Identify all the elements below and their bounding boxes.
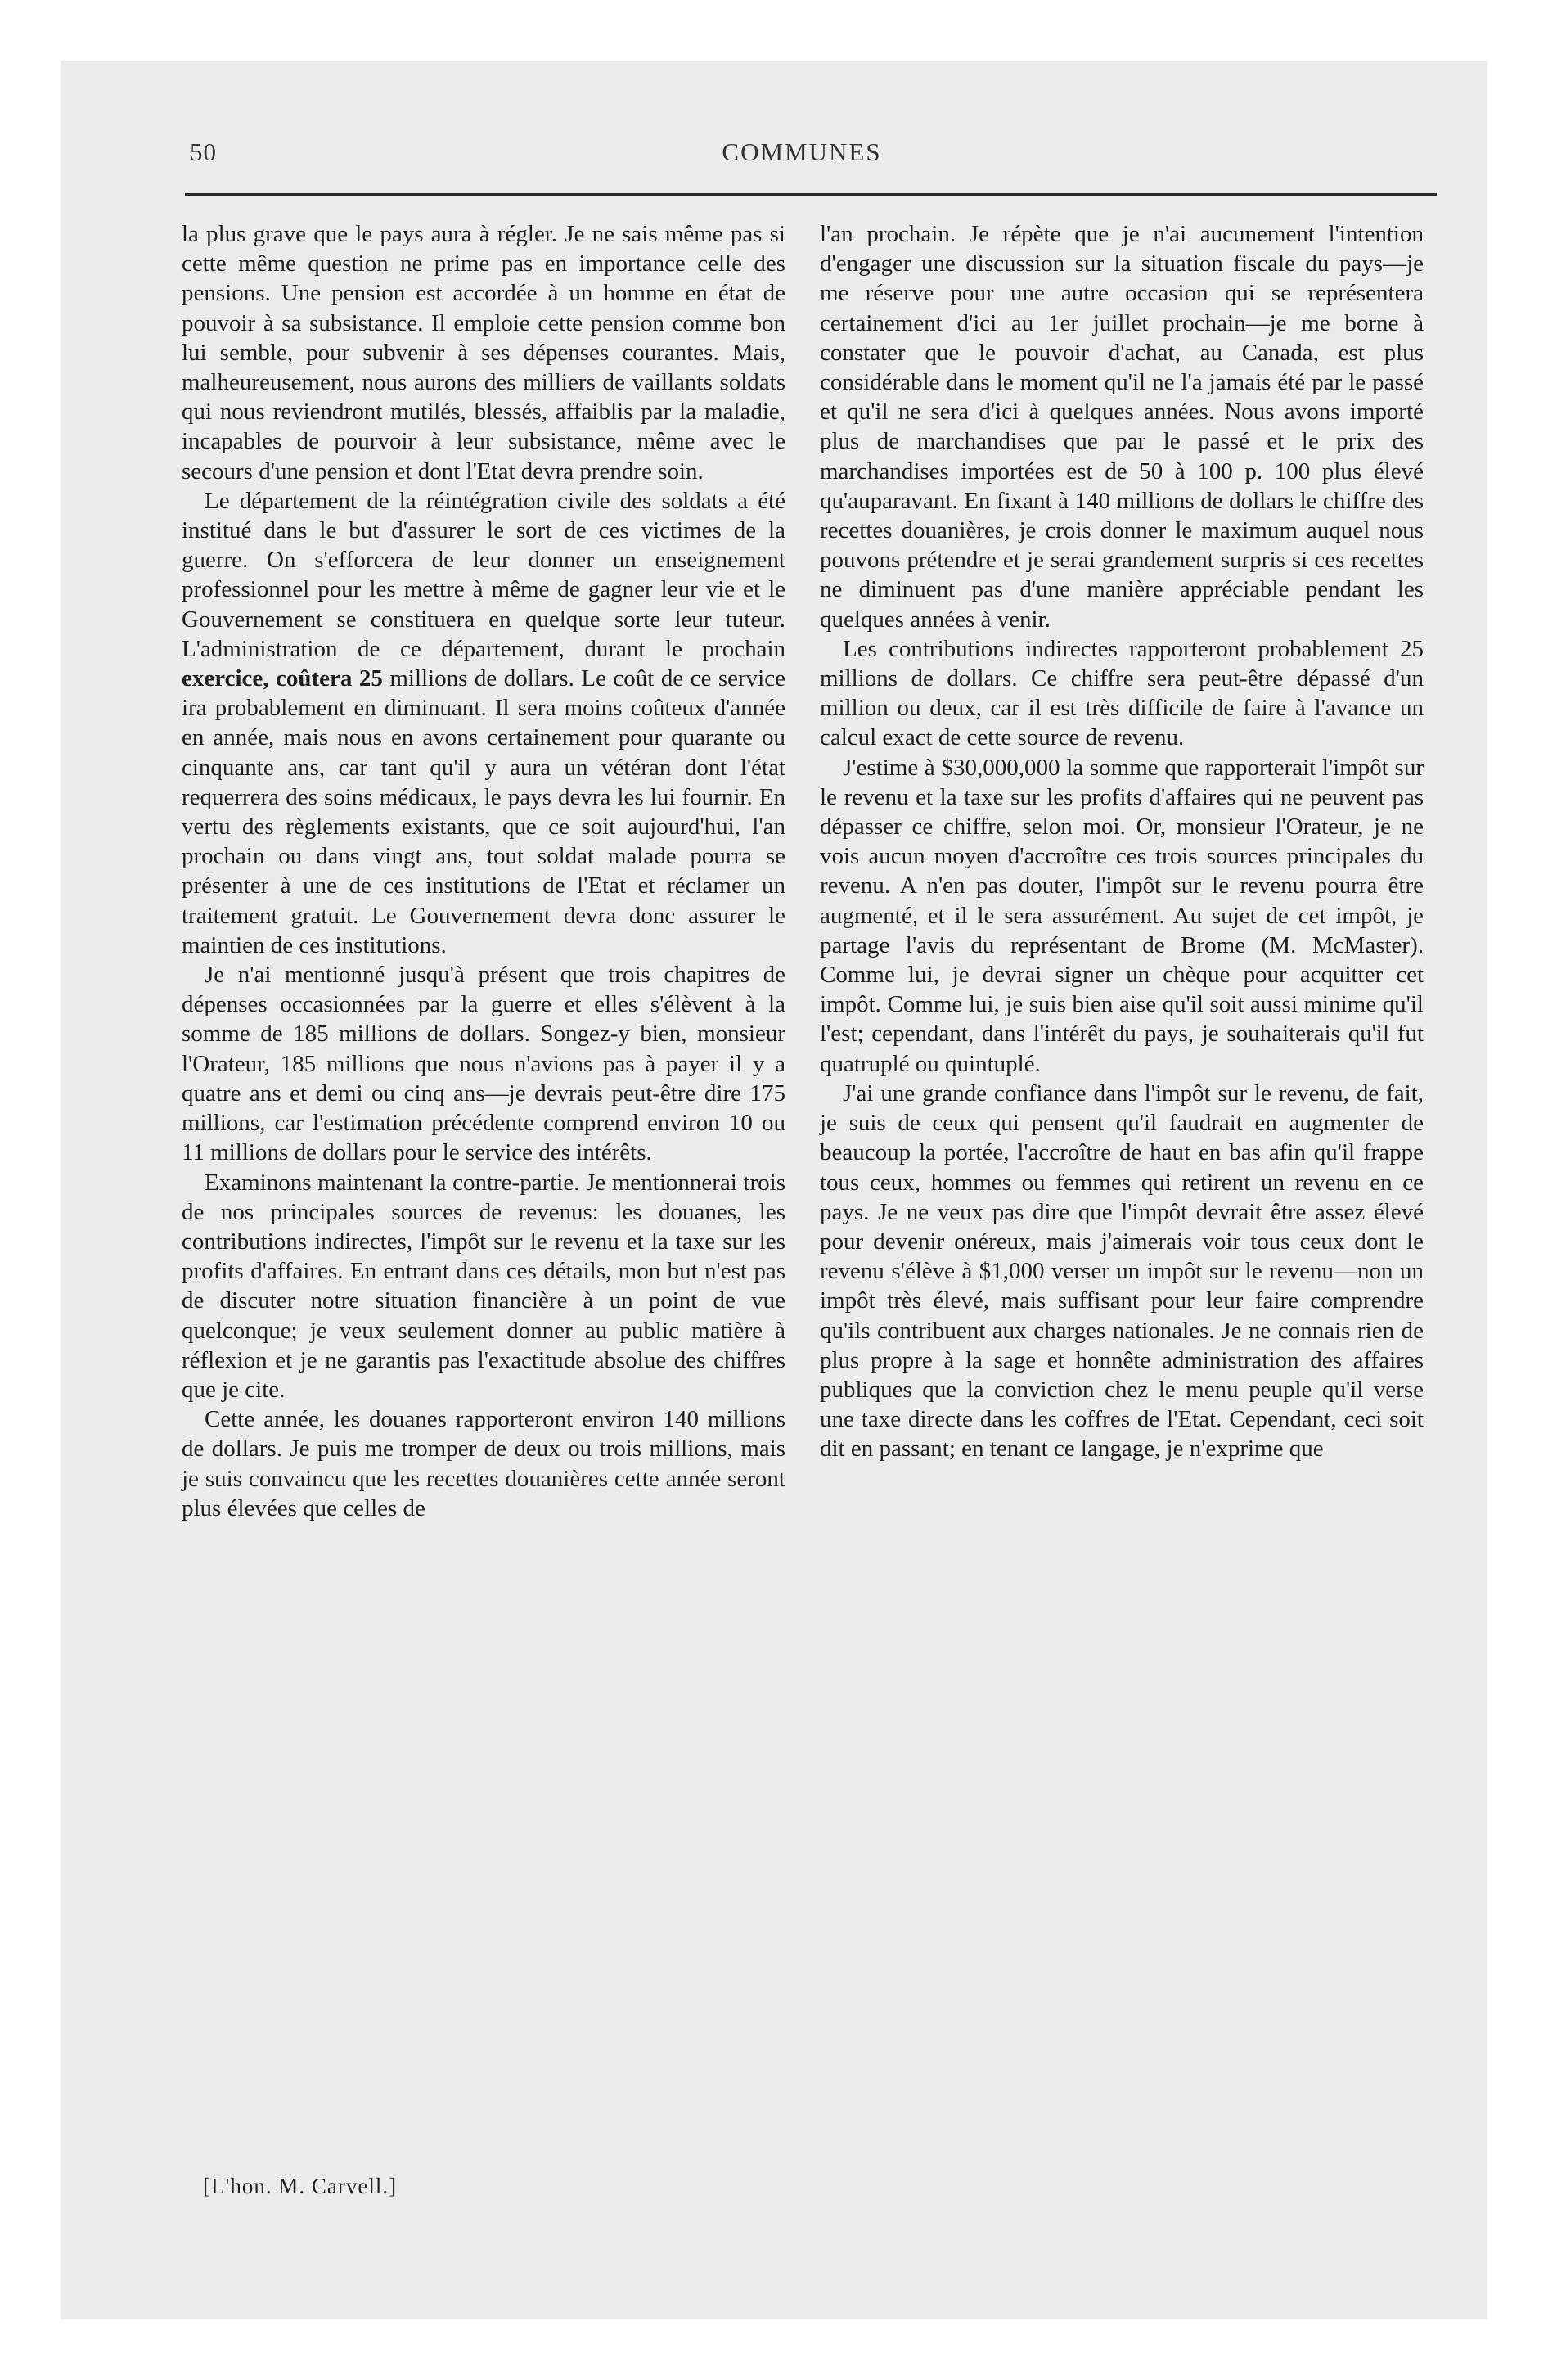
paragraph: Cette année, les douanes rapporteront environ 140 millions de dollars. Je puis me tromper de deux ou trois millions, mais je suis convaincu que les recettes douanières cette année seront plus élevées que celles de (182, 1406, 785, 1521)
paragraph: l'an prochain. Je répète que je n'ai aucunement l'intention d'engager une discussion sur la situation fiscale du pays—je me réserve pour une autre occasion qui se représentera certainement d'ici au 1er juillet prochain—je me borne à constater que le pouvoir d'achat, au Canada, est plus considérable dans le moment qu'il ne l'a jamais été par le passé et qu'il ne sera d'ici à quelques années. Nous avons importé plus de marchandises que par le passé et le prix des marchandises importées est de 50 à 100 p. 100 plus élevé qu'auparavant. En fixant à 140 millions de dollars le chiffre des recettes douanières, je crois donner le maximum auquel nous pouvons prétendre et je serai grandement surpris si ces recettes ne diminuent pas d'une manière appréciable pendant les quelques années à venir. (820, 221, 1424, 633)
running-title: COMMUNES (722, 137, 882, 166)
speaker-attribution: [L'hon. M. Carvell.] (203, 2174, 398, 2198)
paragraph: la plus grave que le pays aura à régler. Je ne sais même pas si cette même question ne prime pas en importance celle des pensions. Une pension est accordée à un homme en état de pouvoir à sa subsistance. Il emploie cette pension comme bon lui semble, pour subvenir à ses dépenses courantes. Mais, malheureusement, nous aurons des milliers de vaillants soldats qui nous reviendront mutilés, blessés, affaiblis par la maladie, incapables de pourvoir à leur subsistance, même avec le secours d'une pension et dont l'Etat devra prendre soin. (182, 221, 785, 485)
paragraph: J'estime à $30,000,000 la somme que rapporterait l'impôt sur le revenu et la taxe sur les profits d'affaires qui ne peuvent pas dépasser ce chiffre, selon moi. Or, monsieur l'Orateur, je ne vois aucun moyen d'accroître ces trois sources principales du revenu. A n'en pas douter, l'impôt sur le revenu pourra être augmenté, et il le sera assurément. Au sujet de cet impôt, je partage l'avis du représentant de Brome (M. McMaster). Comme lui, je devrai signer un chèque pour acquitter cet impôt. Comme lui, je suis bien aise qu'il soit aussi minime qu'il l'est; cependant, dans l'intérêt du pays, je souhaiterais qu'il fut quatruplé ou quintuplé. (820, 754, 1424, 1077)
paragraph: Je n'ai mentionné jusqu'à présent que trois chapitres de dépenses occasionnées par la guerre et elles s'élèvent à la somme de 185 millions de dollars. Songez-y bien, monsieur l'Orateur, 185 millions que nous n'avions pas à payer il y a quatre ans et demi ou cinq ans—je devrais peut-être dire 175 millions, car l'estimation précédente comprend environ 10 ou 11 millions de dollars pour le service des intérêts. (182, 962, 785, 1166)
paragraph: J'ai une grande confiance dans l'impôt sur le revenu, de fait, je suis de ceux qui pensent qu'il faudrait en augmenter de beaucoup la portée, l'accroître de haut en bas afin qu'il frappe tous ceux, hommes ou femmes qui retirent un revenu en ce pays. Je ne veux pas dire que l'impôt devrait être assez élevé pour devenir onéreux, mais j'aimerais voir tous ceux dont le revenu s'élève à $1,000 verser un impôt sur le revenu—non un impôt très élevé, mais suffisant pour leur faire comprendre qu'ils contribuent aux charges nationales. Je ne connais rien de plus propre à la sage et honnête administration des affaires publiques que la conviction chez le menu peuple qu'il verse une taxe directe dans les coffres de l'Etat. Cependant, ceci soit dit en passant; en tenant ce langage, je n'exprime que (820, 1080, 1424, 1463)
paragraph (182, 486, 785, 960)
header-rule (185, 193, 1437, 196)
left-column (182, 219, 785, 1523)
paragraph-text: Le département de la réintégration civile des soldats a été institué dans le but d'assurer le sort de ces victimes de la guerre. On s'efforcera de leur donner un enseignement professionnel pour les mettre à même de gagner leur vie et le Gouvernement se constituera en quelque sorte leur tuteur. L'administration de ce département, durant le prochain (182, 487, 785, 662)
bold-text: exercice, coûtera 25 (182, 665, 383, 692)
paragraph: Examinons maintenant la contre-partie. Je mentionnerai trois de nos principales sources de revenus: les douanes, les contributions indirectes, l'impôt sur le revenu et la taxe sur les profits d'affaires. En entrant dans ces détails, mon but n'est pas de discuter notre situation financière à un point de vue quelconque; je veux seulement donner au public matière à réflexion et je ne garantis pas l'exactitude absolue des chiffres que je cite. (182, 1169, 785, 1403)
paragraph-text: millions de dollars. Le coût de ce service ira probablement en diminuant. Il sera moins coûteux d'année en année, mais nous en avons certainement pour quarante ou cinquante ans, car tant qu'il y aura un vétéran dont l'état requerrera des soins médicaux, le pays devra les lui fournir. En vertu des règlements existants, que ce soit aujourd'hui, l'an prochain ou dans vingt ans, tout soldat malade pourra se présenter à une de ces institutions de l'Etat et réclamer un traitement gratuit. Le Gouvernement devra donc assurer le maintien de ces institutions. (182, 665, 785, 958)
paragraph: Les contributions indirectes rapporteront probablement 25 millions de dollars. Ce chiffre sera peut-être dépassé d'un million ou deux, car il est très difficile de faire à l'avance un calcul exact de cette source de revenu. (820, 635, 1424, 751)
right-column (820, 219, 1424, 1464)
page-number: 50 (190, 137, 217, 166)
